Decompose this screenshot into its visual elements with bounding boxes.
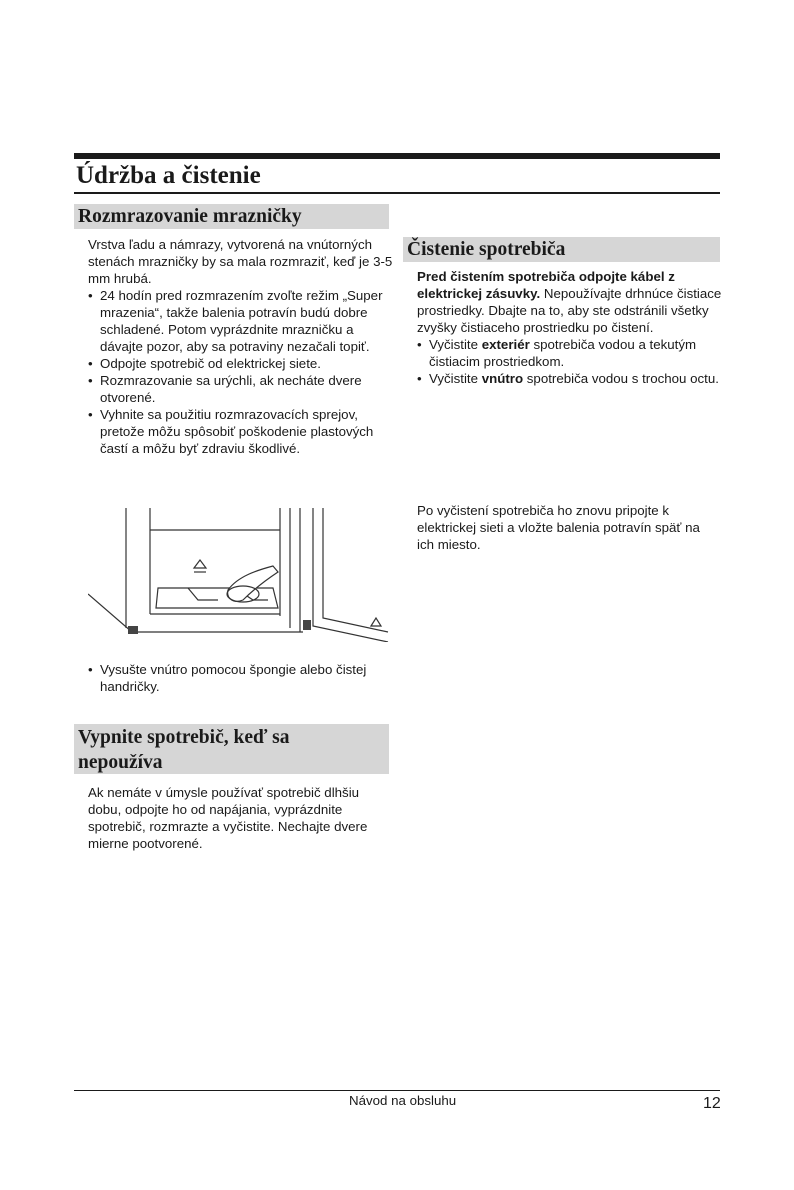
interior-pre: Vyčistite xyxy=(429,371,482,386)
defrost-dry-note xyxy=(88,661,388,695)
off-heading-line1: Vypnite spotrebič, keď sa xyxy=(78,727,290,748)
page-title: Údržba a čistenie xyxy=(76,162,261,189)
off-text: Ak nemáte v úmysle používať spotrebič dlhšiu dobu, odpojte ho od napájania, vyprázdnite spotrebič, rozmrazte a vyčistite. Nechajte dvere mierne pootvorené. xyxy=(88,785,368,851)
interior-post: spotrebiča vodou s trochou octu. xyxy=(523,371,719,386)
reconnect-body xyxy=(417,502,717,553)
list-item: • Odpojte spotrebič od elektrickej siete. xyxy=(88,355,393,372)
list-item: • Vysušte vnútro pomocou špongie alebo čistej handričky. xyxy=(88,661,388,695)
cleaning-bullet-list xyxy=(417,336,722,387)
footer-label: Návod na obsluhu xyxy=(349,1093,457,1108)
left-foot xyxy=(128,626,138,634)
top-rule xyxy=(74,153,720,159)
exterior-pre: Vyčistite xyxy=(429,337,482,352)
off-body xyxy=(88,784,393,852)
cleaning-warning xyxy=(417,268,722,336)
cleaning-warning-rest: Nepoužívajte drhnúce čistiace prostriedky. Dbajte na to, aby ste odstránili všetky zvyšky čistiaceho prostriedku po čistení. xyxy=(417,286,722,335)
list-item: • Vyhnite sa použitiu rozmrazovacích sprejov, pretože môžu spôsobiť poškodenie plastových častí a môžu byť zdraviu škodlivé. xyxy=(88,406,393,457)
off-heading xyxy=(74,724,389,774)
list-item xyxy=(417,336,722,370)
title-rule xyxy=(74,192,720,194)
defrost-intro: Vrstva ľadu a námrazy, vytvorená na vnútorných stenách mrazničky by sa mala rozmraziť, keď je 3-5 mm hrubá. xyxy=(88,237,393,286)
cleaning-warning-bold: Pred čistením spotrebiča odpojte kábel z elektrickej zásuvky. xyxy=(417,269,675,301)
exterior-post: spotrebiča vodou a tekutým čistiacim prostriedkom. xyxy=(429,337,697,369)
cleaning-heading: Čistenie spotrebiča xyxy=(403,237,720,262)
list-item: • 24 hodín pred rozmrazením zvoľte režim „Super mrazenia“, takže balenia potravín budú dobre schladené. Potom vyprázdnite mrazničku a dávajte pozor, aby sa potraviny nezačali topiť. xyxy=(88,287,393,355)
list-item xyxy=(417,370,722,387)
freezer-cleaning-illustration xyxy=(88,508,391,642)
defrost-bullet-list xyxy=(88,287,393,457)
list-item: • Rozmrazovanie sa urýchli, ak necháte dvere otvorené. xyxy=(88,372,393,406)
reconnect-text: Po vyčistení spotrebiča ho znovu pripojte k elektrickej sieti a vložte balenia potravín späť na ich miesto. xyxy=(417,503,700,552)
cleaning-body xyxy=(417,268,722,387)
interior-bold: vnútro xyxy=(481,371,524,386)
defrost-body xyxy=(88,236,393,457)
door-hinge xyxy=(303,620,311,630)
exterior-bold: exteriér xyxy=(481,337,530,352)
footer-rule xyxy=(74,1090,720,1091)
off-heading-line2: nepoužíva xyxy=(78,752,163,773)
defrost-heading: Rozmrazovanie mrazničky xyxy=(74,204,389,229)
page-number: 12 xyxy=(703,1095,721,1112)
